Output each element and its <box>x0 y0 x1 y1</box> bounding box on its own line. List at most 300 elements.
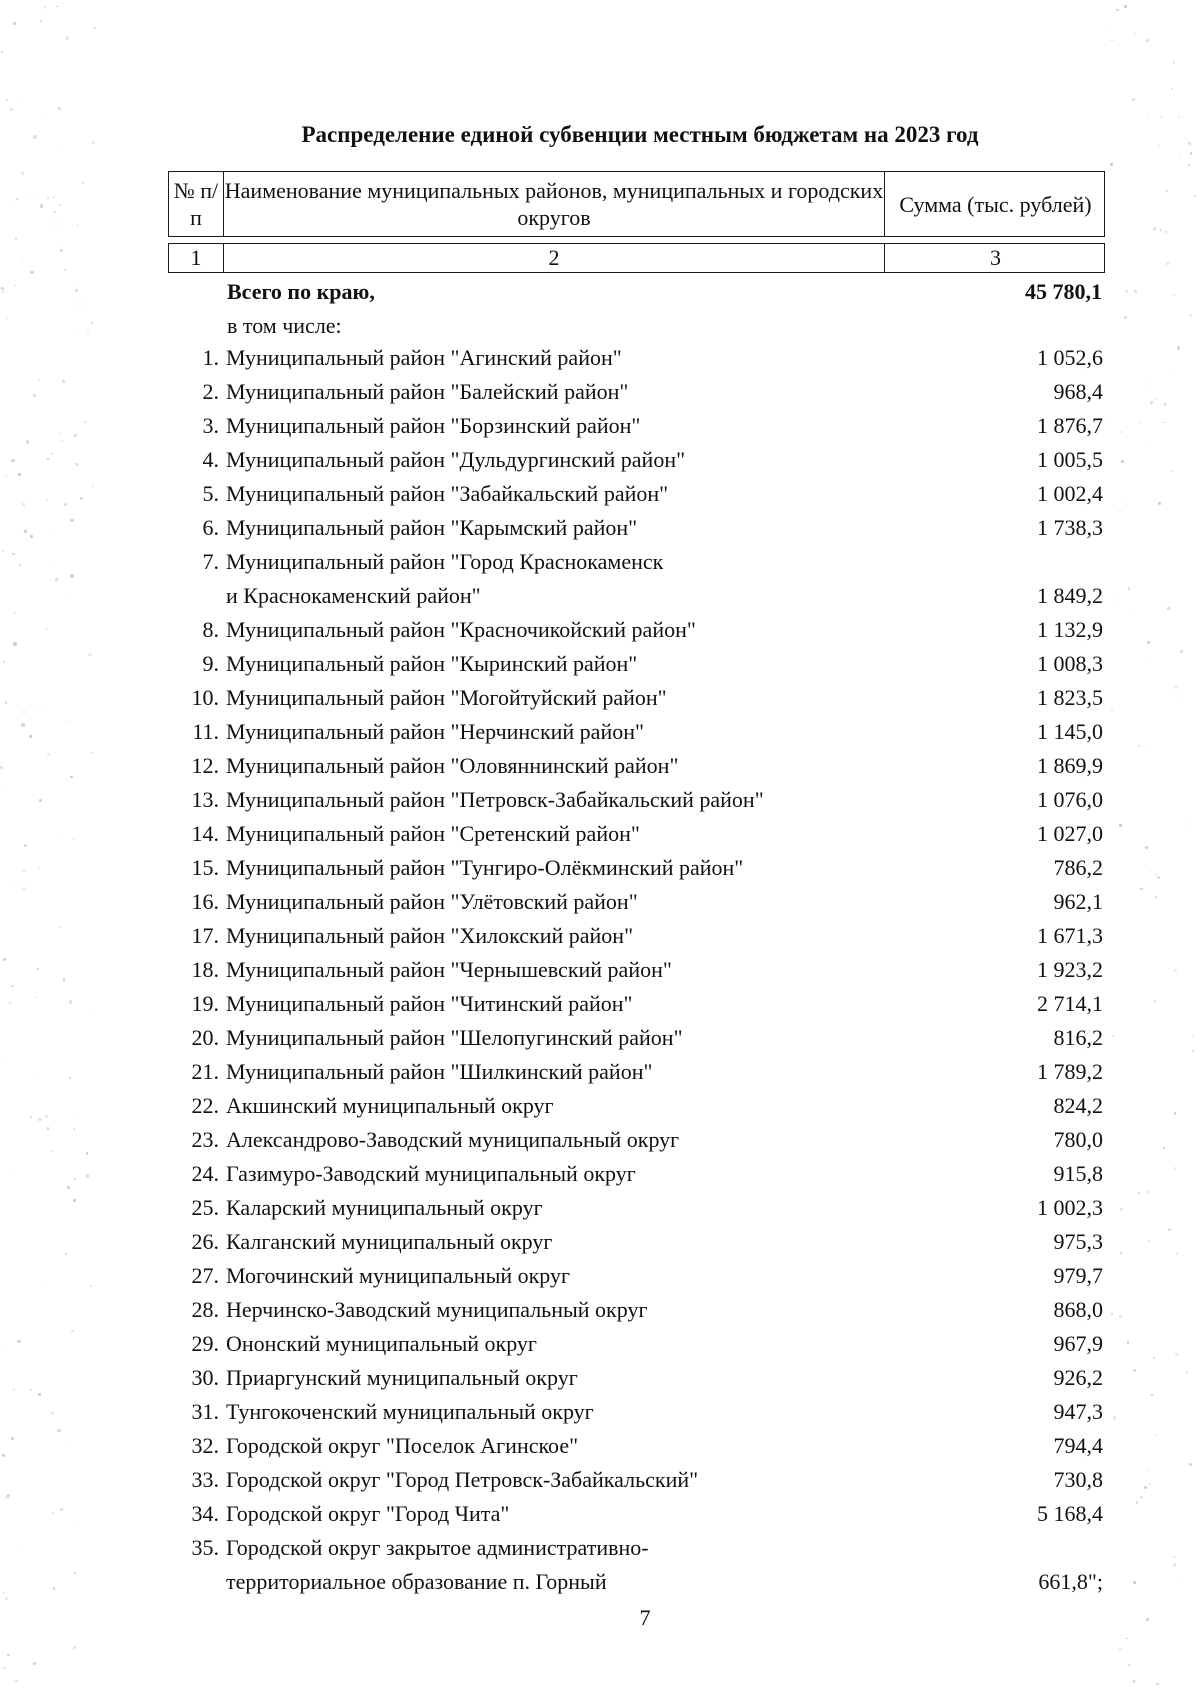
scan-speck <box>18 533 19 534</box>
scan-speck <box>1127 1341 1130 1344</box>
scan-speck <box>23 871 25 873</box>
scan-speck <box>1119 1315 1122 1318</box>
scan-speck <box>3 1592 5 1594</box>
scan-speck <box>1132 98 1135 101</box>
scan-speck <box>11 1437 14 1440</box>
row-name-line: Муниципальный район "Забайкальский район" <box>226 481 669 506</box>
row-value: 1 005,5 <box>1037 447 1103 472</box>
table-row <box>168 1293 1105 1327</box>
scan-speck <box>16 198 18 200</box>
row-name <box>224 477 955 511</box>
scan-speck <box>1147 445 1148 446</box>
row-value: 962,1 <box>1053 889 1103 914</box>
row-name-line: Городской округ "Город Чита" <box>226 1501 510 1526</box>
scan-speck <box>2 550 4 552</box>
table-row <box>168 1327 1105 1361</box>
scan-speck <box>66 36 69 39</box>
scan-speck <box>1174 1167 1176 1169</box>
row-number: 28. <box>191 1297 219 1322</box>
scan-speck <box>55 578 58 581</box>
scan-speck <box>1173 294 1176 297</box>
scan-speck <box>38 379 40 381</box>
document-title: Распределение единой субвенции местным бюджетам на 2023 год <box>301 122 979 147</box>
scan-speck <box>1189 314 1192 317</box>
scan-speck <box>3 958 6 961</box>
scan-speck <box>69 1000 72 1003</box>
row-name-line: Городской округ закрытое административно- <box>226 1535 649 1560</box>
scan-speck <box>1190 152 1193 155</box>
scan-speck <box>63 835 64 836</box>
row-name-line: Александрово-Заводский муниципальный округ <box>226 1127 680 1152</box>
row-number: 18. <box>191 957 219 982</box>
row-name <box>224 545 955 613</box>
table-row <box>168 341 1105 375</box>
row-number: 20. <box>191 1025 219 1050</box>
row-value: 1 002,3 <box>1037 1195 1103 1220</box>
row-name-line: и Краснокаменский район" <box>226 583 481 608</box>
row-value: 968,4 <box>1053 379 1103 404</box>
scan-speck <box>6 1495 9 1498</box>
table-row <box>168 1123 1105 1157</box>
scan-speck <box>74 1572 76 1574</box>
row-name <box>224 681 955 715</box>
scan-speck <box>50 535 51 536</box>
scan-speck <box>1138 745 1140 747</box>
scan-speck <box>33 1072 34 1073</box>
scan-speck <box>47 458 48 459</box>
row-name <box>224 1225 955 1259</box>
scan-speck <box>1111 31 1112 32</box>
scan-speck <box>45 1115 47 1117</box>
table-row <box>168 987 1105 1021</box>
table-row <box>168 1157 1105 1191</box>
row-value: 1 849,2 <box>1037 583 1103 608</box>
scan-speck <box>1133 611 1134 612</box>
row-value: 816,2 <box>1053 1025 1103 1050</box>
row-name <box>224 1191 955 1225</box>
scan-speck <box>5 1597 8 1600</box>
scan-speck <box>1120 1208 1123 1211</box>
scan-speck <box>1176 1252 1179 1255</box>
scan-speck <box>71 1330 73 1332</box>
scan-speck <box>12 200 13 201</box>
table-row <box>168 1361 1105 1395</box>
scan-speck <box>86 1152 88 1154</box>
scan-speck <box>1147 114 1148 115</box>
total-row <box>227 279 1102 305</box>
table-row <box>168 1395 1105 1429</box>
row-name-line: Муниципальный район "Агинский район" <box>226 345 622 370</box>
row-name-line: Муниципальный район "Карымский район" <box>226 515 638 540</box>
scan-speck <box>1134 290 1137 293</box>
row-number: 1. <box>202 345 219 370</box>
scan-speck <box>91 322 93 324</box>
row-number: 9. <box>202 651 219 676</box>
row-value: 1 052,6 <box>1037 345 1103 370</box>
scan-speck <box>70 776 72 778</box>
scan-speck <box>69 1077 71 1079</box>
scan-speck <box>53 196 55 198</box>
row-name <box>224 783 955 817</box>
scan-speck <box>1134 33 1136 35</box>
scan-speck <box>1146 39 1149 42</box>
scan-speck <box>1156 1434 1158 1436</box>
scan-speck <box>74 434 77 437</box>
row-name-line: Муниципальный район "Тунгиро-Олёкминский район" <box>226 855 744 880</box>
scan-speck <box>87 329 89 331</box>
row-name <box>224 749 955 783</box>
scan-speck <box>1179 153 1180 154</box>
row-number: 19. <box>191 991 219 1016</box>
scan-speck <box>1153 227 1156 230</box>
scan-speck <box>60 249 63 252</box>
table-row <box>168 1463 1105 1497</box>
scan-speck <box>14 285 16 287</box>
scan-speck <box>24 530 27 533</box>
scan-speck <box>1175 1353 1178 1356</box>
scan-speck <box>13 22 16 25</box>
row-value: 1 076,0 <box>1037 787 1103 812</box>
row-number: 35. <box>191 1535 219 1560</box>
row-number: 31. <box>191 1399 219 1424</box>
table-row <box>168 1497 1105 1531</box>
scan-speck <box>80 497 83 500</box>
row-name-line: Муниципальный район "Улётовский район" <box>226 889 638 914</box>
row-number: 8. <box>202 617 219 642</box>
row-name-line: Муниципальный район "Красночикойский район" <box>226 617 696 642</box>
row-value: 2 714,1 <box>1037 991 1103 1016</box>
scan-speck <box>1121 460 1124 463</box>
row-value: 1 869,9 <box>1037 753 1103 778</box>
scan-speck <box>7 1654 9 1656</box>
scan-speck <box>1138 1192 1140 1194</box>
row-name-line: Могочинский муниципальный округ <box>226 1263 571 1288</box>
row-name <box>224 851 955 885</box>
scan-speck <box>1124 316 1126 318</box>
scan-speck <box>1140 1496 1143 1499</box>
table-row <box>168 545 1105 613</box>
scan-speck <box>1110 163 1113 166</box>
total-value: 45 780,1 <box>1025 279 1102 304</box>
row-name-line: Нерчинско-Заводский муниципальный округ <box>226 1297 648 1322</box>
table-row <box>168 1021 1105 1055</box>
row-value: 1 738,3 <box>1037 515 1103 540</box>
scan-speck <box>88 653 91 656</box>
row-name-line: Муниципальный район "Балейский район" <box>226 379 629 404</box>
row-name-line: Калганский муниципальный округ <box>226 1229 553 1254</box>
scan-speck <box>1 1346 2 1347</box>
table-row <box>168 1429 1105 1463</box>
scan-speck <box>59 433 61 435</box>
table-row <box>168 443 1105 477</box>
row-name <box>224 409 955 443</box>
table-row <box>168 375 1105 409</box>
scan-speck <box>1119 510 1120 511</box>
scan-speck <box>1148 1240 1150 1242</box>
row-value: 1 823,5 <box>1037 685 1103 710</box>
row-number: 22. <box>191 1093 219 1118</box>
row-value: 1 876,7 <box>1037 413 1103 438</box>
scan-speck <box>92 485 93 486</box>
row-number: 3. <box>202 413 219 438</box>
row-name-line: Муниципальный район "Чернышевский район" <box>226 957 672 982</box>
scan-speck <box>23 711 25 713</box>
scan-speck <box>77 224 79 226</box>
row-number: 26. <box>191 1229 219 1254</box>
scan-speck <box>94 27 96 29</box>
total-label: Всего по краю, <box>227 279 375 304</box>
scan-speck <box>23 887 25 889</box>
scan-speck <box>19 564 21 566</box>
scan-speck <box>1151 1394 1153 1396</box>
row-name <box>224 1157 955 1191</box>
scan-speck <box>1165 231 1167 233</box>
row-name-line: Городской округ "Поселок Агинское" <box>226 1433 579 1458</box>
row-name <box>224 613 955 647</box>
scan-speck <box>1171 88 1173 90</box>
scan-speck <box>47 753 49 755</box>
scan-speck <box>46 113 47 114</box>
row-name <box>224 1123 955 1157</box>
table-row <box>168 647 1105 681</box>
row-number: 12. <box>191 753 219 778</box>
scan-speck <box>1 287 4 290</box>
scan-speck <box>1116 9 1118 11</box>
scan-speck <box>1155 896 1158 899</box>
scan-speck <box>1160 116 1162 118</box>
scan-speck <box>1167 607 1170 610</box>
scan-speck <box>39 799 42 802</box>
scan-speck <box>0 766 3 769</box>
row-value: 5 168,4 <box>1037 1501 1103 1526</box>
page-number: 7 <box>639 1605 651 1630</box>
row-value: 730,8 <box>1053 1467 1103 1492</box>
scan-speck <box>1163 422 1165 424</box>
scan-speck <box>1147 660 1148 661</box>
table-row <box>168 1089 1105 1123</box>
scan-speck <box>65 1253 67 1255</box>
scan-speck <box>29 735 32 738</box>
scan-speck <box>1120 1252 1122 1254</box>
table-row <box>168 1055 1105 1089</box>
scan-speck <box>73 838 75 840</box>
scan-speck <box>1178 116 1180 118</box>
scan-speck <box>56 6 58 8</box>
row-name <box>224 1293 955 1327</box>
scan-speck <box>1119 824 1122 827</box>
scan-speck <box>40 20 42 22</box>
scan-speck <box>1178 1582 1180 1584</box>
scan-speck <box>40 204 43 207</box>
row-name-line: Акшинский муниципальный округ <box>226 1093 554 1118</box>
row-name-line: Каларский муниципальный округ <box>226 1195 543 1220</box>
scan-speck <box>1126 1638 1128 1640</box>
row-number: 15. <box>191 855 219 880</box>
scan-speck <box>1173 1563 1176 1566</box>
scan-speck <box>34 996 36 998</box>
scan-speck <box>21 260 23 262</box>
row-value: 1 923,2 <box>1037 957 1103 982</box>
table-row <box>168 511 1105 545</box>
row-value: 1 008,3 <box>1037 651 1103 676</box>
header-col-number: № п/п <box>173 178 219 230</box>
row-value: 1 027,0 <box>1037 821 1103 846</box>
scan-speck <box>1164 403 1167 406</box>
scan-speck <box>58 107 61 110</box>
scan-speck <box>79 287 80 288</box>
scan-speck <box>55 223 57 225</box>
scan-speck <box>1144 1486 1147 1489</box>
column-number-3: 3 <box>884 244 1106 272</box>
scan-speck <box>73 1128 75 1130</box>
table-row <box>168 1225 1105 1259</box>
row-name-line: Муниципальный район "Шилкинский район" <box>226 1059 653 1084</box>
row-name-line: Муниципальный район "Дульдургинский район" <box>226 447 686 472</box>
scan-speck <box>1125 290 1128 293</box>
row-name <box>224 715 955 749</box>
row-name <box>224 511 955 545</box>
scan-speck <box>17 1340 20 1343</box>
including-label: в том числе: <box>227 313 342 338</box>
scan-speck <box>10 1168 11 1169</box>
scan-speck <box>9 1002 11 1004</box>
row-name <box>224 919 955 953</box>
scan-speck <box>5 787 6 788</box>
row-number: 24. <box>191 1161 219 1186</box>
row-number: 5. <box>202 481 219 506</box>
table-row <box>168 1191 1105 1225</box>
scan-speck <box>1192 1036 1194 1038</box>
scan-speck <box>52 562 53 563</box>
scan-speck <box>22 503 25 506</box>
scan-speck <box>1120 431 1122 433</box>
table-row <box>168 477 1105 511</box>
scan-speck <box>60 1508 63 1511</box>
row-value: 794,4 <box>1053 1433 1103 1458</box>
row-number: 13. <box>191 787 219 812</box>
row-number: 21. <box>191 1059 219 1084</box>
scan-speck <box>30 271 33 274</box>
scan-speck <box>1124 5 1127 8</box>
scan-speck <box>79 303 81 305</box>
row-number: 4. <box>202 447 219 472</box>
row-name <box>224 647 955 681</box>
scan-speck <box>47 197 49 199</box>
scan-speck <box>1174 1112 1176 1114</box>
table-row <box>168 1531 1105 1599</box>
scan-speck <box>18 97 20 99</box>
row-name-line: Муниципальный район "Хилокский район" <box>226 923 634 948</box>
scan-speck <box>30 535 33 538</box>
row-name <box>224 987 955 1021</box>
row-value: 979,7 <box>1053 1263 1103 1288</box>
scan-speck <box>1148 747 1150 749</box>
row-name <box>224 1327 955 1361</box>
row-name-line: Муниципальный район "Город Краснокаменск <box>226 549 664 574</box>
column-number-2: 2 <box>223 244 884 272</box>
scan-speck <box>1148 1469 1150 1471</box>
scan-speck <box>14 612 16 614</box>
scan-speck <box>1149 1483 1151 1485</box>
row-number: 6. <box>202 515 219 540</box>
row-name-line: Городской округ "Город Петровск-Забайкальский" <box>226 1467 699 1492</box>
row-number: 23. <box>191 1127 219 1152</box>
row-name <box>224 885 955 919</box>
scan-speck <box>54 211 56 213</box>
scan-speck <box>33 1662 36 1665</box>
row-value: 1 132,9 <box>1037 617 1103 642</box>
row-value: 947,3 <box>1053 1399 1103 1424</box>
scan-speck <box>1173 61 1176 64</box>
row-name-line: Муниципальный район "Кыринский район" <box>226 651 638 676</box>
scan-speck <box>1157 876 1160 879</box>
table-row <box>168 817 1105 851</box>
row-value: 868,0 <box>1053 1297 1103 1322</box>
scan-speck <box>1168 1228 1171 1231</box>
row-value: 1 671,3 <box>1037 923 1103 948</box>
row-name-line: Муниципальный район "Читинский район" <box>226 991 633 1016</box>
row-name <box>224 1497 955 1531</box>
scan-speck <box>51 1412 54 1415</box>
scan-speck <box>2 1454 5 1457</box>
row-number: 33. <box>191 1467 219 1492</box>
scan-speck <box>1194 195 1196 197</box>
scan-speck <box>1128 587 1131 590</box>
scan-speck <box>1173 1556 1176 1559</box>
scan-speck <box>70 519 73 522</box>
scan-speck <box>2 291 5 294</box>
row-value: 1 145,0 <box>1037 719 1103 744</box>
scan-speck <box>1123 502 1125 504</box>
scan-speck <box>75 463 78 466</box>
scan-speck <box>1146 1191 1149 1194</box>
row-name <box>224 341 955 375</box>
scan-speck <box>75 289 78 292</box>
scan-speck <box>90 1285 91 1286</box>
scan-speck <box>59 204 61 206</box>
row-name-line: Муниципальный район "Сретенский район" <box>226 821 640 846</box>
scan-speck <box>73 1199 76 1202</box>
scan-speck <box>12 553 14 555</box>
table-row <box>168 851 1105 885</box>
scan-speck <box>35 710 36 711</box>
table-header <box>168 171 1105 237</box>
row-number: 29. <box>191 1331 219 1356</box>
row-name <box>224 1021 955 1055</box>
scan-speck <box>1139 421 1141 423</box>
table-row <box>168 749 1105 783</box>
scan-speck <box>1160 229 1162 231</box>
row-value: 780,0 <box>1053 1127 1103 1152</box>
scan-speck <box>1133 1581 1136 1584</box>
scan-speck <box>91 752 92 753</box>
row-value: 1 002,4 <box>1037 481 1103 506</box>
scan-speck <box>30 1389 32 1391</box>
scan-speck <box>1154 1000 1157 1003</box>
scan-speck <box>13 1388 16 1391</box>
scan-speck <box>1111 40 1113 42</box>
scan-speck <box>64 269 66 271</box>
scan-speck <box>1174 969 1177 972</box>
scan-speck <box>66 720 68 722</box>
table-row <box>168 885 1105 919</box>
scan-speck <box>84 421 86 423</box>
scan-speck <box>33 394 36 397</box>
scan-speck <box>1192 1050 1194 1052</box>
scan-speck <box>1111 709 1113 711</box>
scan-speck <box>1166 190 1168 192</box>
scan-speck <box>46 628 48 630</box>
